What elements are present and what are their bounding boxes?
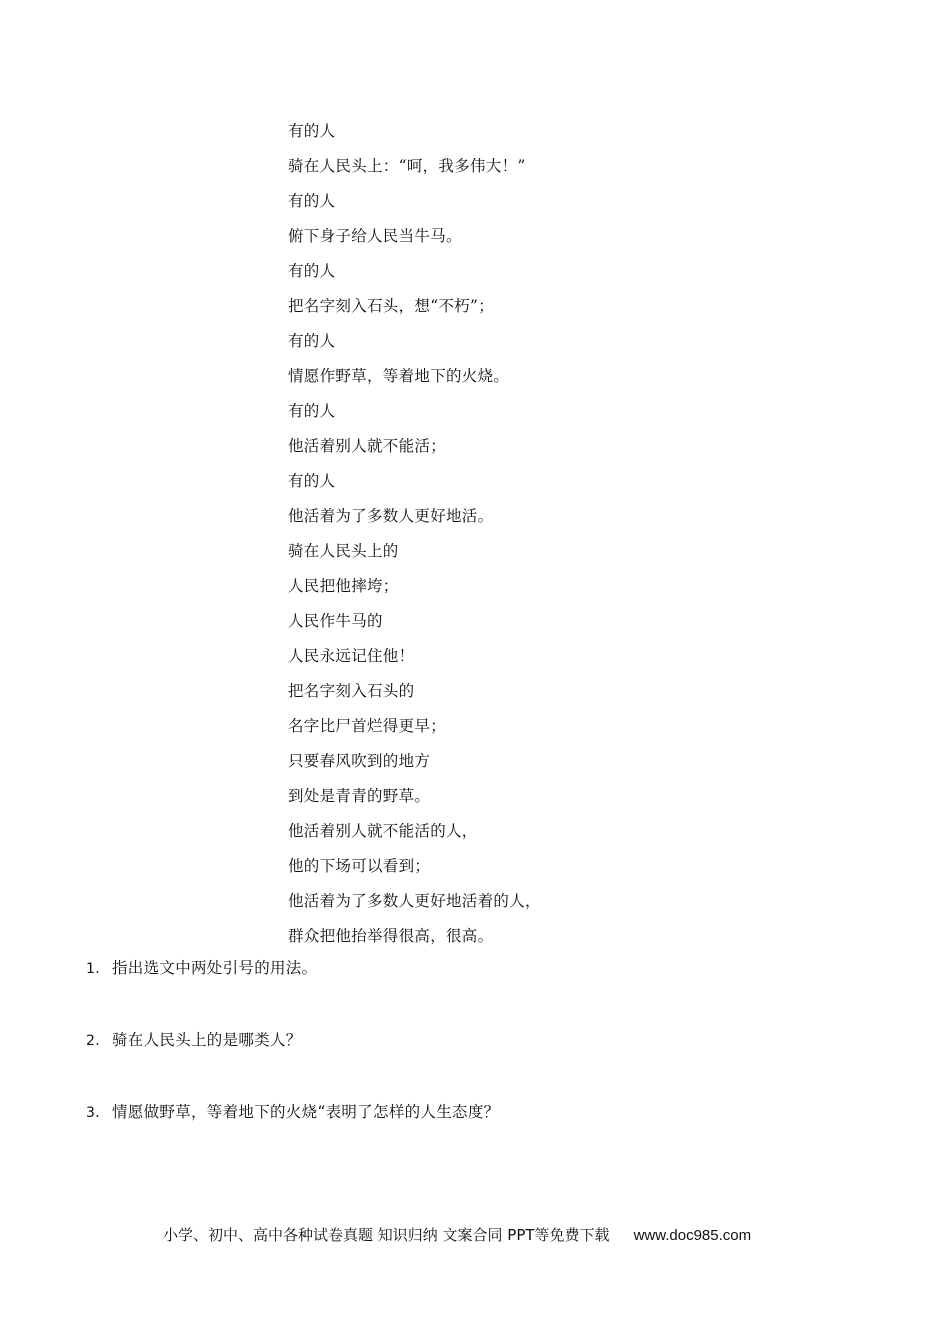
- question-text: 情愿做野草，等着地下的火烧“表明了怎样的人生态度？: [112, 1103, 500, 1121]
- question-text: 指出选文中两处引号的用法。: [112, 959, 318, 977]
- question-number: 3．: [86, 1105, 110, 1121]
- poem-line: 人民把他摔垮；: [288, 577, 399, 595]
- poem-line: 有的人: [288, 262, 336, 280]
- poem-line: 人民永远记住他！: [288, 647, 415, 665]
- page-footer: [163, 1222, 751, 1249]
- poem-line: 他的下场可以看到；: [288, 857, 431, 875]
- question-item: [86, 1099, 499, 1126]
- poem-line: 有的人: [288, 122, 336, 140]
- poem-line: 骑在人民头上：“呵，我多伟大！”: [288, 157, 526, 175]
- poem-line: 情愿作野草，等着地下的火烧。: [288, 367, 510, 385]
- question-list: [86, 955, 499, 1126]
- poem-line: 把名字刻入石头，想“不朽”；: [288, 297, 495, 315]
- poem-line: 他活着别人就不能活的人，: [288, 822, 478, 840]
- question-text: 骑在人民头上的是哪类人？: [112, 1031, 302, 1049]
- poem-line: 他活着为了多数人更好地活。: [288, 507, 494, 525]
- poem-line: 骑在人民头上的: [288, 542, 399, 560]
- poem-line: 名字比尸首烂得更早；: [288, 717, 447, 735]
- poem-line: 有的人: [288, 402, 336, 420]
- question-number: 1.: [86, 961, 100, 977]
- poem-line: 到处是青青的野草。: [288, 787, 431, 805]
- poem-line: 他活着为了多数人更好地活着的人，: [288, 892, 541, 910]
- question-item: [86, 955, 499, 982]
- poem-line: 有的人: [288, 332, 336, 350]
- poem: [288, 118, 541, 958]
- poem-line: 人民作牛马的: [288, 612, 383, 630]
- poem-line: 把名字刻入石头的: [288, 682, 415, 700]
- poem-line: 有的人: [288, 472, 336, 490]
- poem-line: 他活着别人就不能活；: [288, 437, 447, 455]
- poem-line: 只要春风吹到的地方: [288, 752, 431, 770]
- poem-line: 有的人: [288, 192, 336, 210]
- footer-site-link[interactable]: www.doc985.com: [633, 1227, 752, 1244]
- question-item: [86, 1027, 499, 1054]
- footer-text: 小学、初中、高中各种试卷真题 知识归纳 文案合同 PPT等免费下载: [163, 1226, 610, 1244]
- question-number: 2.: [86, 1033, 100, 1049]
- poem-line: 俯下身子给人民当牛马。: [288, 227, 462, 245]
- poem-line: 群众把他抬举得很高，很高。: [288, 927, 494, 945]
